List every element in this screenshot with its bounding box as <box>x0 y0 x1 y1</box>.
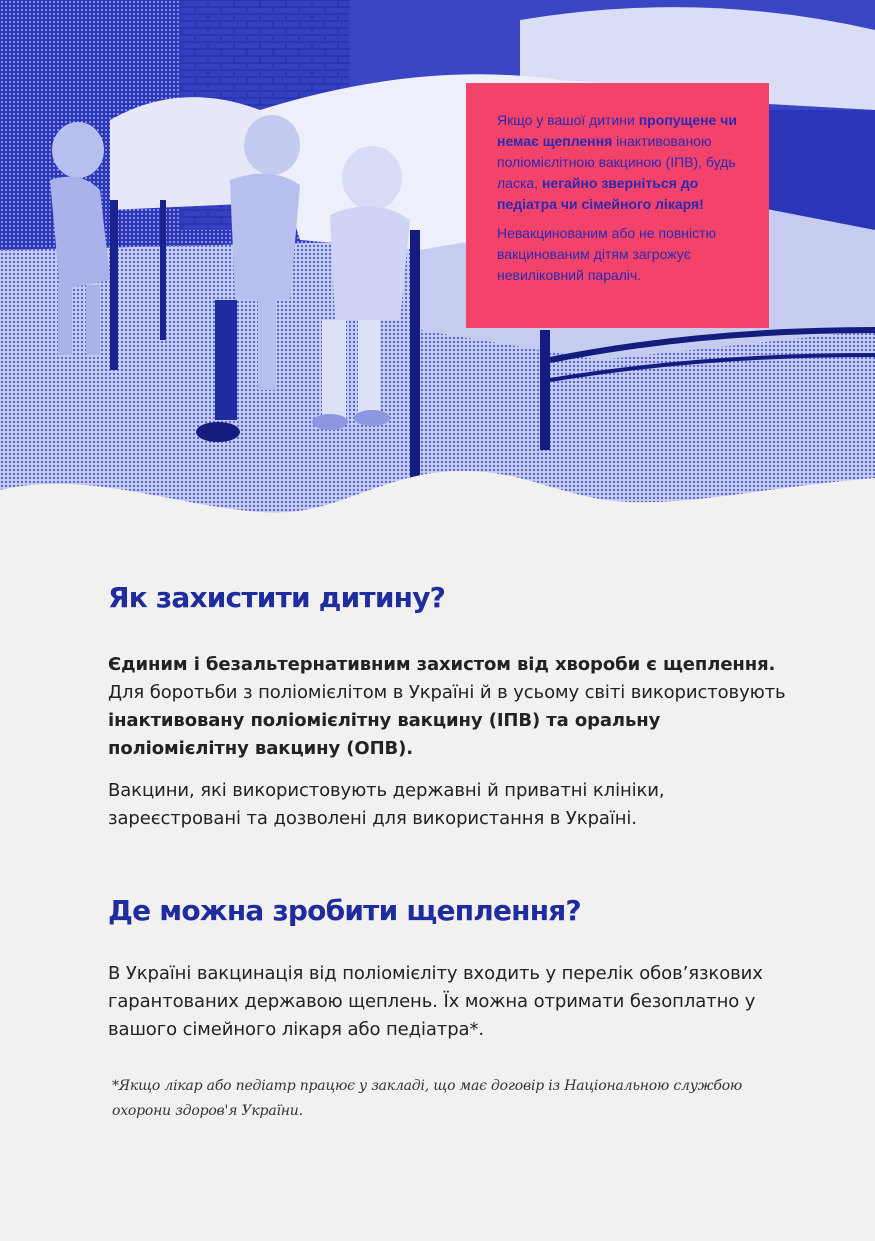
section-heading-protect: Як захистити дитину? <box>108 581 446 614</box>
bold-text: Єдиним і безальтернативним захистом від хвороби є щеплення. <box>108 654 776 675</box>
bold-text: інактивовану поліомієлітну вакцину (ІПВ) та оральну поліомієлітну вакцину (ОПВ). <box>108 710 661 759</box>
callout-text: Якщо у вашої дитини <box>497 112 639 128</box>
section-paragraph: Вакцини, які використовують державні й приватні клініки, зареєстровані та дозволені для використання в Україні. <box>108 780 665 829</box>
callout-text: інактивованою поліомієлітною вакциною (ІПВ), будь ласка, <box>497 133 736 191</box>
callout-bold-text: пропущене чи немає щеплення <box>497 112 737 149</box>
section-heading-where: Де можна зробити щеплення? <box>108 894 581 927</box>
section-paragraph: В Україні вакцинація від поліомієліту входить у перелік обов’язкових гарантованих державою щеплень. Їх можна отримати безоплатно у вашого сімейного лікаря або педіатра*. <box>108 963 763 1040</box>
section-paragraph <box>108 651 788 763</box>
callout-paragraph-2: Невакцинованим або не повністю вакцинованим дітям загрожує невиліковний параліч. <box>497 225 717 283</box>
warning-callout <box>466 83 769 328</box>
body-text: Для боротьби з поліомієлітом в Україні й в усьому світі використовують <box>108 682 786 703</box>
callout-paragraph-1 <box>497 110 743 215</box>
footnote: *Якщо лікар або педіатр працює у закладі, що має договір із Національною службою охорони здоров'я України. <box>112 1078 743 1119</box>
callout-bold-text: негайно зверніться до педіатра чи сімейного лікаря! <box>497 175 704 212</box>
